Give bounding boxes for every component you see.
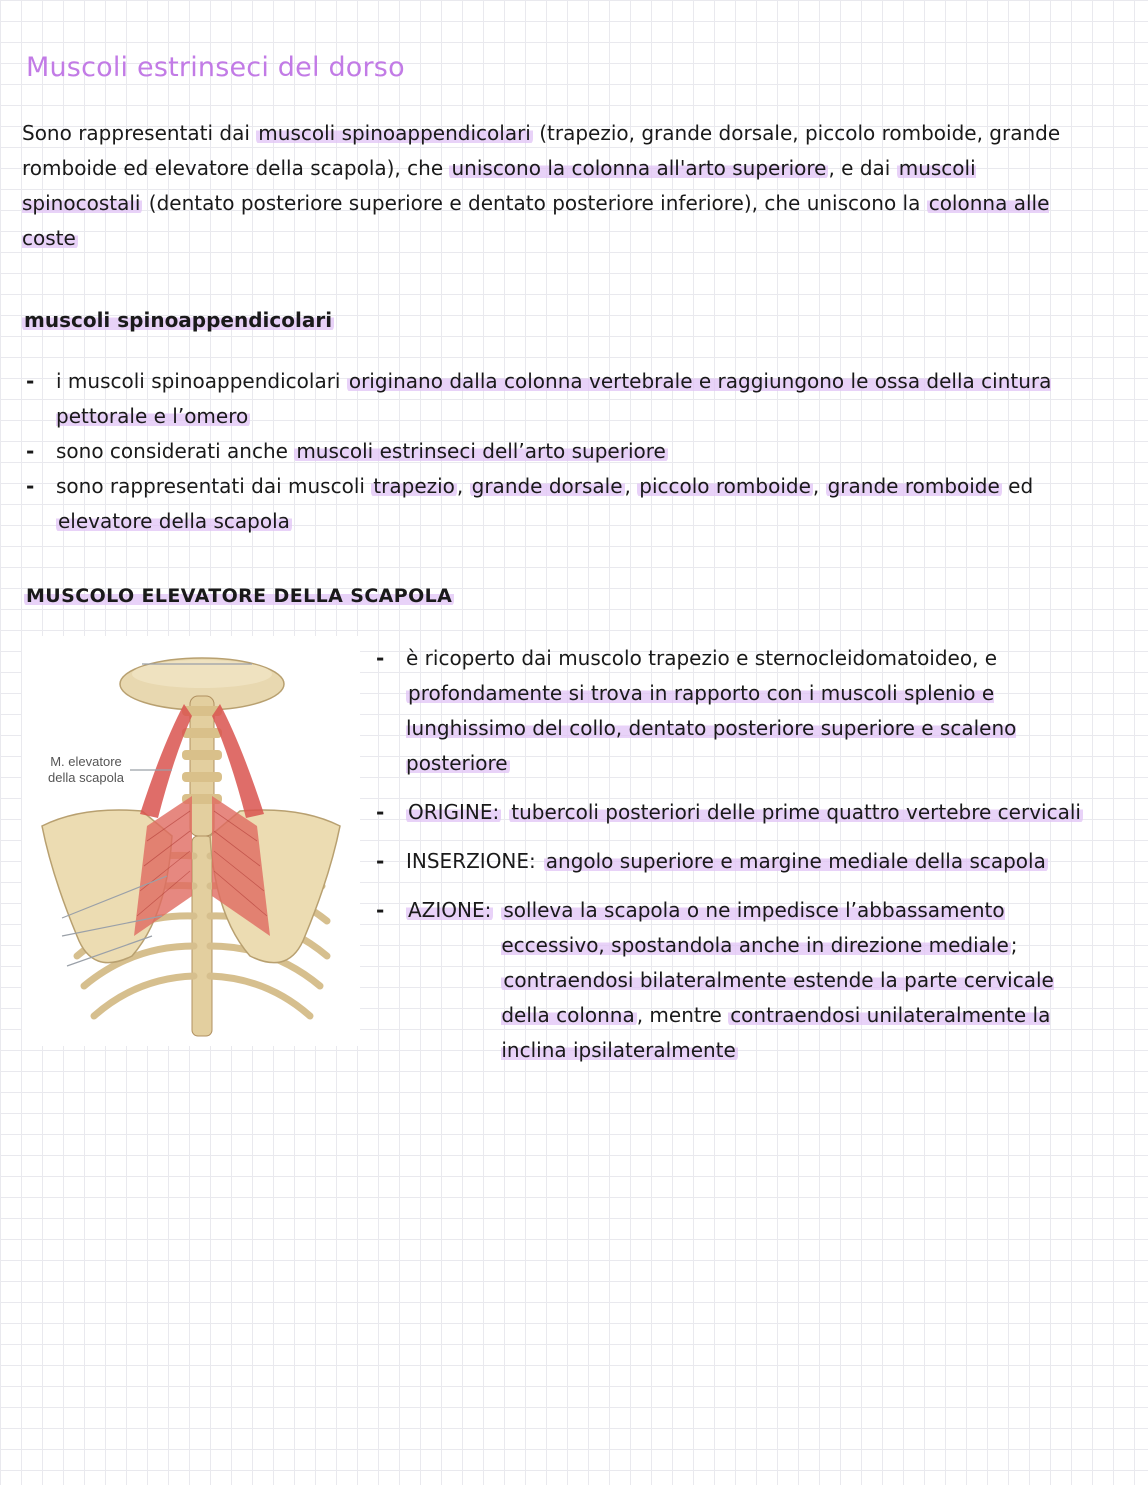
intro-text-2: (trapezio, grande dorsale, piccolo romboide, grande romboide ed elevatore della scapola), che xyxy=(22,121,1061,180)
action-value xyxy=(501,893,1092,1068)
item-highlight: muscoli estrinseci dell’arto superiore xyxy=(296,439,666,463)
item-highlight: grande dorsale xyxy=(471,474,623,498)
list-item xyxy=(22,469,1072,539)
elevatore-list xyxy=(372,641,1092,1082)
list-item-action xyxy=(372,893,1092,1068)
section-heading-elevatore xyxy=(24,579,454,613)
origin-value: tubercoli posteriori delle prime quattro vertebre cervicali xyxy=(511,800,1081,824)
intro-paragraph xyxy=(22,116,1102,256)
page-title: Muscoli estrinseci del dorso xyxy=(26,52,405,83)
action-key: - AZIONE: xyxy=(408,898,492,922)
insertion-value: angolo superiore e margine mediale della scapola xyxy=(545,849,1046,873)
item-highlight: profondamente si trova in rapporto con i muscoli splenio e lunghissimo del collo, dentato posteriore superiore e scaleno posteriore xyxy=(406,681,1017,775)
spinoappendicolari-list xyxy=(22,364,1072,539)
list-item-origin xyxy=(372,795,1092,830)
item-text: sono rappresentati dai muscoli xyxy=(56,474,372,498)
action-highlight-2: contraendosi bilateralmente estende la parte cervicale della colonna xyxy=(501,968,1054,1027)
list-item xyxy=(22,364,1072,434)
anatomy-illustration xyxy=(22,636,360,1046)
action-text-2: , mentre xyxy=(636,1003,729,1027)
anatomy-drawing xyxy=(22,636,360,1046)
intro-highlight-1: muscoli spinoappendicolari xyxy=(258,121,531,145)
intro-text-4: (dentato posteriore superiore e dentato posteriore inferiore), che uniscono la xyxy=(142,191,927,215)
action-highlight-3: contraendosi unilateralmente la inclina ipsilateralmente xyxy=(501,1003,1051,1062)
intro-text-1: Sono rappresentati dai xyxy=(22,121,257,145)
item-text: sono considerati anche xyxy=(56,439,295,463)
insertion-key: - INSERZIONE: xyxy=(406,849,536,873)
section-heading-spinoappendicolari xyxy=(22,303,334,337)
list-item xyxy=(22,434,1072,469)
item-highlight: piccolo romboide xyxy=(639,474,811,498)
section-heading-text: MUSCOLO ELEVATORE DELLA SCAPOLA xyxy=(26,585,453,607)
item-text: , xyxy=(624,474,638,498)
item-text: ed xyxy=(1001,474,1034,498)
list-item xyxy=(372,641,1092,781)
item-highlight: grande romboide xyxy=(827,474,1000,498)
section-heading-text: muscoli spinoappendicolari xyxy=(24,308,333,332)
intro-highlight-2: uniscono la colonna all'arto superiore xyxy=(451,156,827,180)
item-text: , xyxy=(812,474,826,498)
action-text-1: ; xyxy=(1010,933,1018,957)
action-highlight-1: solleva la scapola o ne impedisce l’abbassamento eccessivo, spostandola anche in direzione mediale xyxy=(501,898,1009,957)
intro-text-3: , e dai xyxy=(828,156,897,180)
item-highlight: elevatore della scapola xyxy=(58,509,290,533)
list-item-insertion xyxy=(372,844,1092,879)
intro-highlight-3: muscoli spinocostali xyxy=(22,156,976,215)
item-text: è ricoperto dai muscolo trapezio e sternocleidomatoideo, e xyxy=(406,646,998,670)
item-highlight: originano dalla colonna vertebrale e raggiungono le ossa della cintura pettorale e l’omero xyxy=(56,369,1052,428)
item-text: , xyxy=(456,474,470,498)
figure-label: M. elevatore della scapola xyxy=(48,754,124,785)
intro-highlight-4: colonna alle coste xyxy=(22,191,1050,250)
item-highlight: trapezio xyxy=(373,474,455,498)
item-text: i muscoli spinoappendicolari xyxy=(56,369,347,393)
origin-key: - ORIGINE: xyxy=(408,800,500,824)
